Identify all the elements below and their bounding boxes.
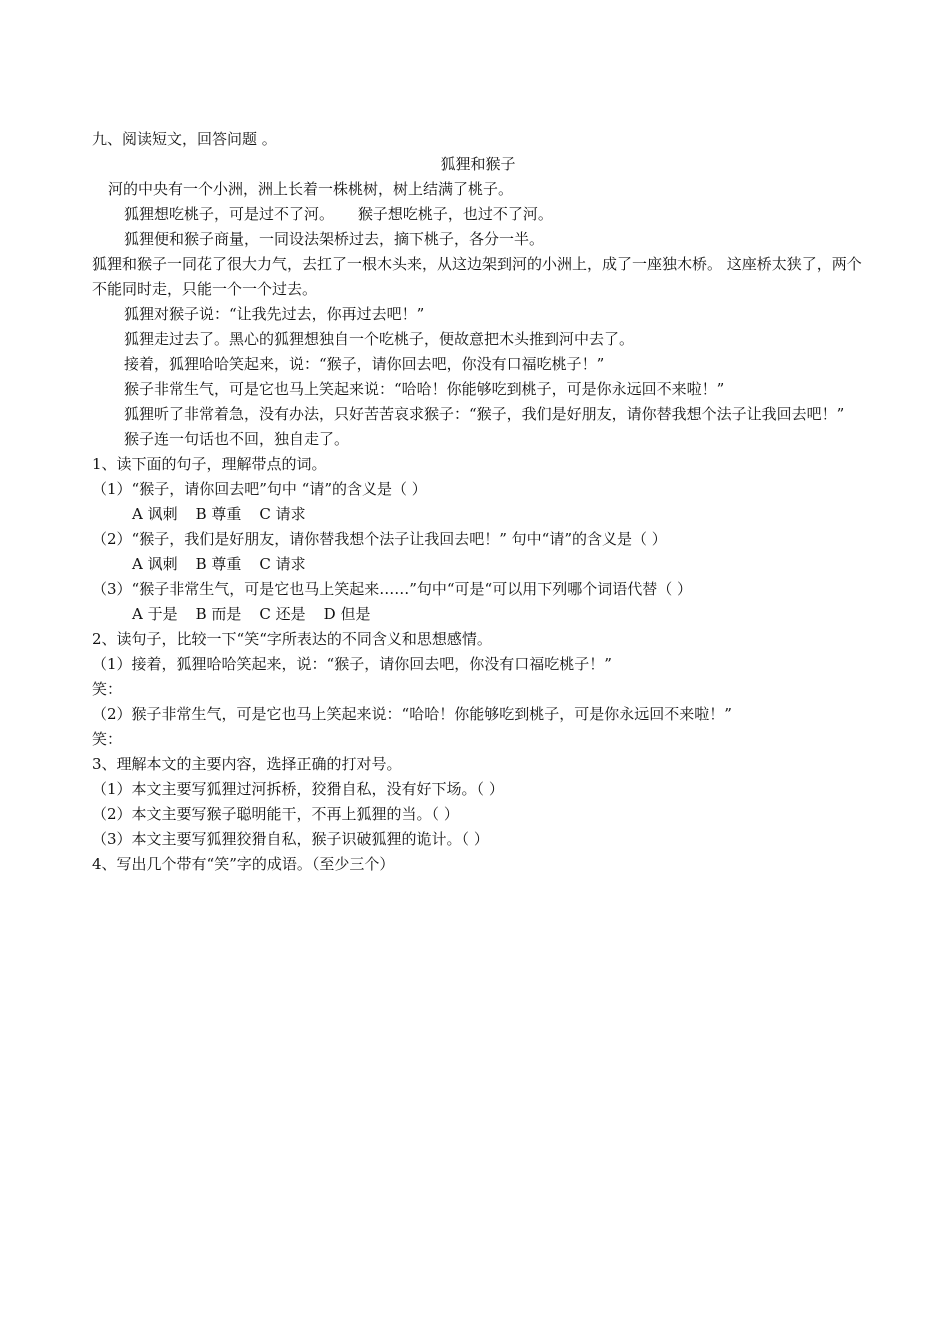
story-paragraph: 猴子非常生气，可是它也马上笑起来说：“哈哈！你能够吃到桃子，可是你永远回不来啦！” [124,380,725,398]
question-3-item: （2）本文主要写猴子聪明能干，不再上狐狸的当。（ ） [92,805,459,823]
story-paragraph: 河的中央有一个小洲，洲上长着一株桃树，树上结满了桃子。 [108,180,514,198]
question-2-sub-1: （1）接着，狐狸哈哈笑起来，说：“猴子，请你回去吧，你没有口福吃桃子！” [92,655,612,673]
question-2-answer-2-label: 笑： [92,730,123,748]
question-3-item: （1）本文主要写狐狸过河拆桥，狡猾自私，没有好下场。（ ） [92,780,504,798]
question-2-answer-1-label: 笑： [92,680,123,698]
question-1-sub-1-options [92,502,864,527]
option: A 讽刺 [132,555,178,573]
question-2-heading: 2、读句子，比较一下“笑“字所表达的不同含义和思想感情。 [92,630,492,648]
story-paragraph: 狐狸想吃桃子，可是过不了河。 猴子想吃桃子，也过不了河。 [124,205,553,223]
option: C 请求 [259,505,306,523]
option: A 讽刺 [132,505,178,523]
story-paragraph: 狐狸对猴子说：“让我先过去，你再过去吧！” [124,305,425,323]
question-1-sub-2: （2）“猴子，我们是好朋友，请你替我想个法子让我回去吧！” 句中“请”的含义是（ ） [92,530,667,548]
option: D 但是 [323,605,371,623]
option: C 请求 [259,555,306,573]
question-1-sub-2-options [92,552,864,577]
option: C 还是 [259,605,306,623]
story-paragraph: 接着，狐狸哈哈笑起来，说：“猴子，请你回去吧，你没有口福吃桃子！” [124,355,605,373]
option: B 而是 [195,605,242,623]
question-4-heading: 4、写出几个带有“笑”字的成语。（至少三个） [92,855,395,873]
question-1-sub-3: （3）“猴子非常生气，可是它也马上笑起来……”句中“可是“可以用下列哪个词语代替（ ） [92,580,692,598]
question-3-item: （3）本文主要写狐狸狡猾自私，猴子识破狐狸的诡计。（ ） [92,830,489,848]
option: A 于是 [132,605,178,623]
story-paragraph: 狐狸听了非常着急，没有办法，只好苦苦哀求猴子：“猴子，我们是好朋友，请你替我想个法子让我回去吧！” [124,405,845,423]
story-paragraph: 猴子连一句话也不回，独自走了。 [124,430,350,448]
story-paragraph: 狐狸走过去了。黑心的狐狸想独自一个吃桃子，便故意把木头推到河中去了。 [124,330,635,348]
question-1-heading: 1、读下面的句子，理解带点的词。 [92,455,327,473]
option: B 尊重 [195,555,242,573]
story-paragraph: 狐狸便和猴子商量，一同设法架桥过去，摘下桃子，各分一半。 [124,230,545,248]
worksheet-page [92,127,864,877]
section-heading: 九、阅读短文，回答问题 。 [92,130,277,148]
story-title: 狐狸和猴子 [440,155,516,173]
question-2-sub-2: （2）猴子非常生气，可是它也马上笑起来说：“哈哈！你能够吃到桃子，可是你永远回不来啦！” [92,705,732,723]
question-1-sub-3-options [92,602,864,627]
story-paragraph: 狐狸和猴子一同花了很大力气，去扛了一根木头来，从这边架到河的小洲上，成了一座独木桥。 这座桥太狭了，两个不能同时走，只能一个一个过去。 [92,255,862,298]
question-1-sub-1: （1）“猴子，请你回去吧”句中 “请”的含义是（ ） [92,480,427,498]
option: B 尊重 [195,505,242,523]
question-3-heading: 3、理解本文的主要内容，选择正确的打对号。 [92,755,402,773]
